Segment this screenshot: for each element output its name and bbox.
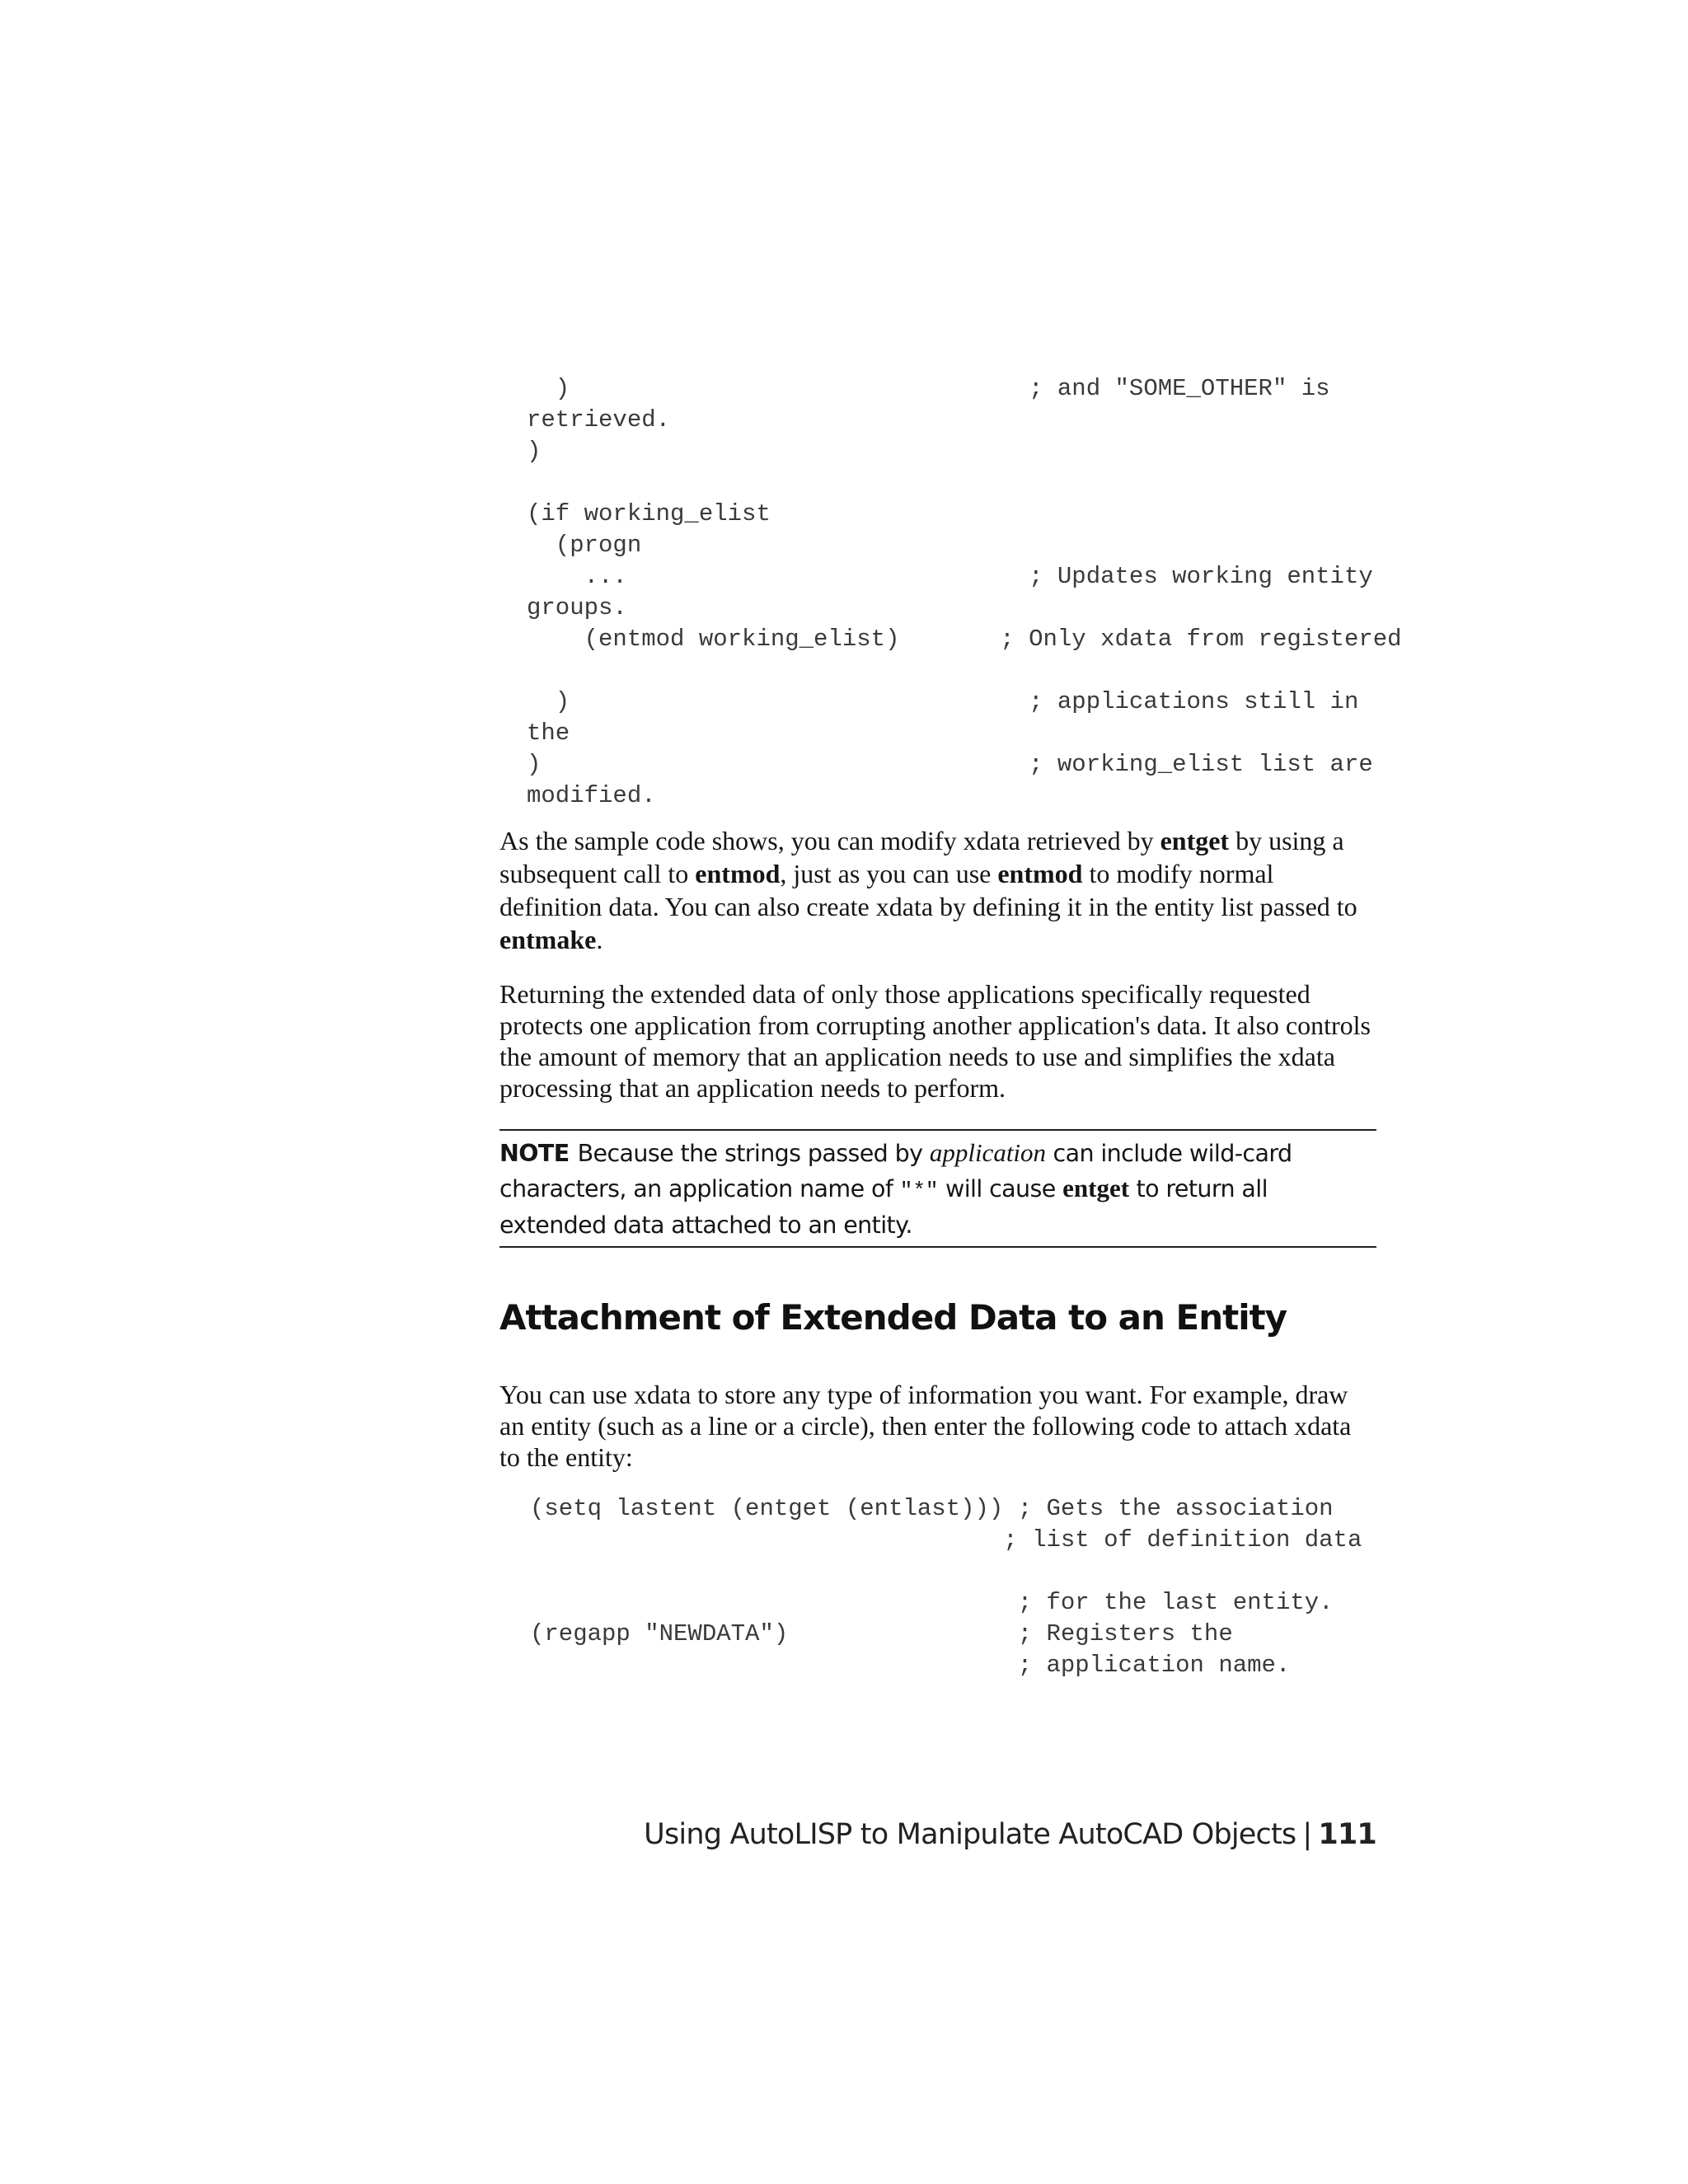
inline-code: "*" (899, 1179, 939, 1203)
code-line: modified. (527, 782, 656, 809)
keyword-entmod: entmod (997, 859, 1083, 888)
text-run: will cause (938, 1175, 1063, 1202)
italic-term: application (929, 1138, 1047, 1167)
code-line: ) ; and "SOME_OTHER" is (527, 375, 1330, 402)
note-bottom-rule (499, 1246, 1376, 1248)
page-footer (644, 1818, 1376, 1851)
text-run: As the sample code shows, you can modify xdata retrieved by (499, 826, 1160, 855)
page-number: 111 (1318, 1818, 1376, 1851)
code-line: ) ; applications still in (527, 688, 1359, 715)
note-box (499, 1136, 1376, 1243)
code-line: ) (527, 438, 542, 465)
code-line: the (527, 719, 570, 747)
footer-title: Using AutoLISP to Manipulate AutoCAD Objects (644, 1818, 1296, 1851)
footer-separator: | (1302, 1818, 1312, 1851)
text-run: to return all extended data attached to an entity. (499, 1175, 1268, 1239)
code-line: (entmod working_elist) ; Only xdata from registered (527, 626, 1402, 653)
text-run: can include wild-card characters, an application name of (499, 1140, 1292, 1202)
code-line: groups. (527, 594, 627, 621)
code-line: (setq lastent (entget (entlast))) ; Gets the association (530, 1495, 1334, 1522)
text-run: Because the strings passed by (577, 1140, 930, 1167)
keyword-entget: entget (1062, 1174, 1130, 1202)
section-heading: Attachment of Extended Data to an Entity (499, 1297, 1287, 1338)
text-run: to modify normal definition data. You can also create xdata by defining it in the entity list passed to (499, 859, 1357, 921)
note-top-rule (499, 1129, 1376, 1131)
keyword-entmake: entmake (499, 925, 597, 954)
keyword-entmod: entmod (695, 859, 781, 888)
code-line: (regapp "NEWDATA") ; Registers the (530, 1620, 1233, 1647)
body-paragraph: You can use xdata to store any type of information you want. For example, draw an entity (such as a line or a circle), then enter the following code to attach xdata to the entity: (499, 1380, 1352, 1472)
note-label: NOTE (499, 1140, 570, 1167)
code-line: ... ; Updates working entity (527, 563, 1373, 590)
body-paragraph: Returning the extended data of only those applications specifically requested protects one application from corrupting another application's data. It also controls the amount of memory that an application needs to use and simplifies the xdata processing that an application needs to perform. (499, 979, 1371, 1103)
text-run: , just as you can use (780, 859, 998, 888)
code-line: ; application name. (530, 1652, 1291, 1679)
code-line: ; list of definition data (530, 1526, 1362, 1554)
text-run: by using a subsequent call to (499, 826, 1344, 888)
code-line: (if working_elist (527, 500, 771, 527)
code-line: (progn (527, 532, 642, 559)
body-paragraph (499, 824, 1376, 956)
code-line: retrieved. (527, 406, 671, 434)
keyword-entget: entget (1160, 826, 1230, 855)
code-line: ) ; working_elist list are (527, 751, 1373, 778)
code-line: ; for the last entity. (530, 1589, 1334, 1616)
text-run: . (596, 925, 603, 954)
